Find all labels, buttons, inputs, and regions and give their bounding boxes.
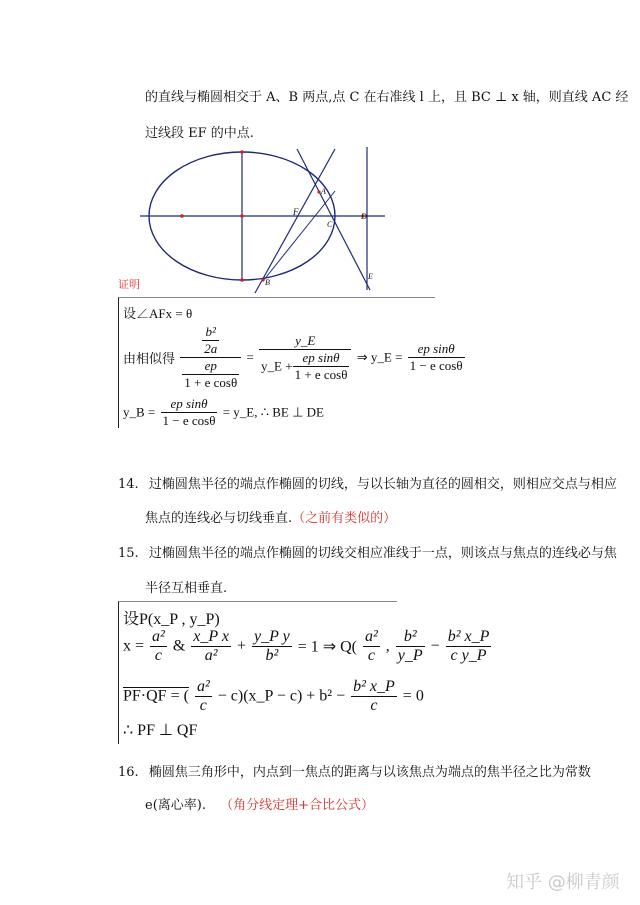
frac-c: c xyxy=(154,647,162,664)
label-d: D xyxy=(361,212,367,221)
proof2-eq1: = 1 ⇒ Q( xyxy=(297,638,357,656)
item15-line-2: 半径互相垂直. xyxy=(145,581,228,596)
frac-cyp: c y_P xyxy=(450,647,487,664)
frac-ep: ep xyxy=(182,358,239,375)
proof1-line-3 xyxy=(123,396,324,429)
proof1-frac-right xyxy=(259,333,351,383)
top-vertex-point xyxy=(240,150,244,154)
proof2-xeq: x = xyxy=(123,637,145,655)
line-ace xyxy=(297,149,370,290)
ellipse-figure xyxy=(135,145,395,295)
proof2-comma: , xyxy=(385,637,390,655)
frac-den3: 1 − e cosθ xyxy=(409,358,463,373)
frac-c4: c xyxy=(370,697,378,714)
label-f: F xyxy=(293,207,299,217)
item16-note: （角分线定理+合比公式） xyxy=(220,798,375,813)
proof2-dot-suffix: = 0 xyxy=(402,687,424,705)
frac-xpx: x_P x xyxy=(193,628,229,645)
proof2-amp: & xyxy=(172,637,186,655)
frac-c3: c xyxy=(199,697,207,714)
item14-text-2: 焦点的连线必与切线垂直. xyxy=(145,511,293,526)
label-c: C xyxy=(327,220,333,229)
proof1-frac-left xyxy=(180,324,241,391)
proof2-line-2 xyxy=(123,628,493,665)
label-b: B xyxy=(265,278,270,287)
frac-a2b: a² xyxy=(204,647,218,664)
watermark: 知乎 @柳青颜 xyxy=(506,872,620,893)
item14-line-1 xyxy=(118,473,617,492)
left-focus-point xyxy=(180,214,184,218)
frac-den2: 1 + e cosθ xyxy=(294,366,348,382)
chord-ab xyxy=(255,149,335,293)
frac-epsin: ep sinθ xyxy=(293,350,350,367)
frac-c2: c xyxy=(367,647,375,664)
proof2-line-3 xyxy=(123,678,424,715)
item15-number: 15. xyxy=(118,546,139,561)
frac-a2d: a² xyxy=(196,678,210,695)
proof2-plus: + xyxy=(236,637,246,655)
label-e: E xyxy=(368,272,373,281)
frac-b2-2: b² xyxy=(265,647,279,664)
item16-line-1 xyxy=(118,761,591,780)
item14-text-1: 过椭圆焦半径的端点作椭圆的切线，与以长轴为直径的圆相交，则相应交点与相应 xyxy=(148,477,617,492)
item14-line-2 xyxy=(145,507,396,526)
item16-text-1: 椭圆焦三角形中，内点到一焦点的距离与以该焦点为端点的焦半径之比为常数 xyxy=(148,765,591,780)
frac-epsin2: ep sinθ xyxy=(408,341,465,358)
proof-box-1 xyxy=(118,297,463,428)
item16-line-2 xyxy=(145,794,374,813)
frac-b2: b² xyxy=(202,324,219,341)
proof1-yb: y_B = xyxy=(123,404,156,420)
proof1-implies: ⇒ y_E = xyxy=(356,349,403,365)
frac-yp: y_P xyxy=(397,647,423,664)
proof1-conclusion: = y_E, ∴ BE ⊥ DE xyxy=(222,404,324,420)
proof2-dot-mid: − c)(x_P − c) + b² − xyxy=(217,687,346,705)
proof1-frac-ye xyxy=(408,341,465,374)
proof2-line-4: ∴ PF ⊥ QF xyxy=(123,722,198,739)
bottom-vertex-point xyxy=(240,278,244,282)
item14-number: 14. xyxy=(118,477,139,492)
proof2-line-1: 设P(x_P , y_P) xyxy=(123,611,220,628)
item15-line-1 xyxy=(118,542,617,561)
item16-number: 16. xyxy=(118,765,139,780)
frac-a2c: a² xyxy=(365,628,378,645)
frac-ye: y_E xyxy=(259,333,351,350)
intro-line-1: 的直线与椭圆相交于 A、B 两点,点 C 在右准线 l 上，且 BC ⊥ x 轴，则直线 AC 经 xyxy=(145,90,629,105)
frac-ypy: y_P y xyxy=(254,628,290,645)
item15-text-1: 过椭圆焦半径的端点作椭圆的切线交相应准线于一点，则该点与焦点的连线必与焦 xyxy=(148,546,617,561)
intro-line-2: 过线段 EF 的中点. xyxy=(145,126,254,141)
proof1-line-2: 由相似得 $\frac{\frac{\text{b²}}{2a}}{\frac{ep}{\text{1 + e cosθ}}}$ = y_E y_E + $\frac{\text{ep sinθ}}{\text{1 + e cosθ}}$ ⇒ y_E = $\frac{\text{ep sinθ}}{\text{1 − e cosθ}}$ xyxy=(123,324,463,390)
label-a: A xyxy=(321,187,326,196)
frac-b2xp: b² x_P xyxy=(447,628,490,645)
proof2-dot-prefix: PF·QF = ( xyxy=(123,687,189,705)
frac-ye-plus: y_E + xyxy=(261,358,293,373)
line-be xyxy=(263,191,335,281)
item16-text-2: e(离心率). xyxy=(145,798,206,813)
frac-2a: 2a xyxy=(204,341,218,356)
item14-note: （之前有类似的） xyxy=(292,511,397,526)
proof-label: 证明 xyxy=(118,278,140,291)
frac-b2n: b² xyxy=(396,628,425,647)
frac-a2: a² xyxy=(152,628,165,645)
frac-epsin3: ep sinθ xyxy=(161,396,218,413)
frac-den4: 1 − e cosθ xyxy=(162,413,216,428)
frac-den: 1 + e cosθ xyxy=(184,375,238,390)
proof2-minus: − xyxy=(430,637,440,655)
proof1-line2-prefix: 由相似得 xyxy=(123,351,176,366)
center-point xyxy=(240,214,244,218)
proof1-line-1: 设∠AFx = θ xyxy=(123,306,193,321)
proof1-frac-yb xyxy=(161,396,218,429)
proof-box-2 xyxy=(118,601,490,744)
frac-b2xp2: b² x_P xyxy=(353,678,395,695)
